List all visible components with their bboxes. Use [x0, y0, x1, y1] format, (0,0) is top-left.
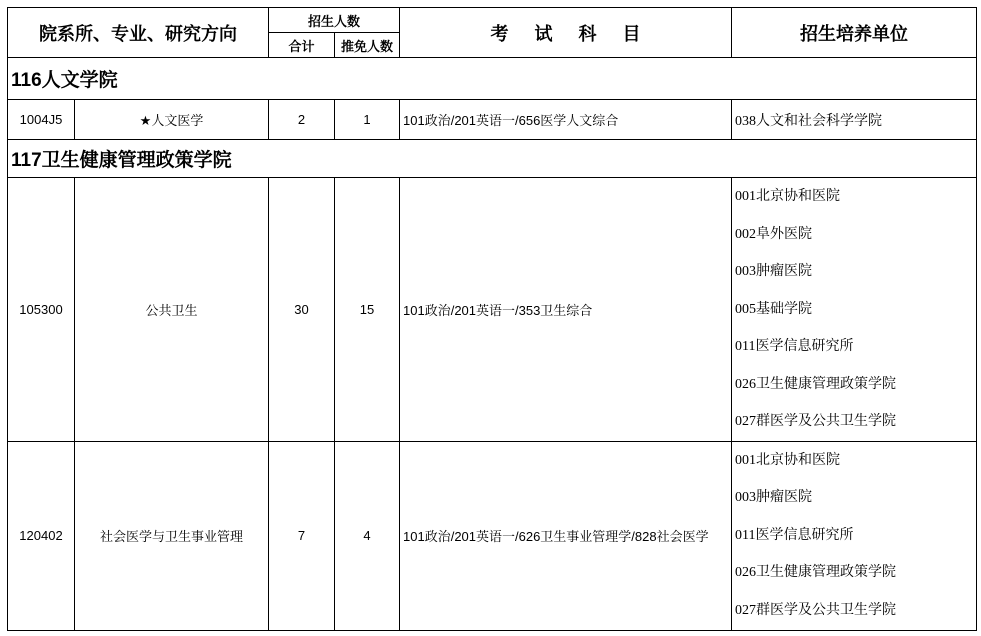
major-name: 社会医学与卫生事业管理 — [75, 441, 269, 630]
major-name: 公共卫生 — [75, 178, 269, 442]
header-dept: 院系所、专业、研究方向 — [8, 8, 269, 58]
unit-item: 026卫生健康管理政策学院 — [735, 376, 897, 392]
recommended-count: 15 — [335, 178, 400, 442]
section-title: 116人文学院 — [8, 58, 977, 100]
total-count: 2 — [269, 100, 335, 140]
major-code: 120402 — [8, 441, 75, 630]
table-row — [8, 178, 977, 442]
unit-item: 003肿瘤医院 — [735, 264, 813, 279]
unit-item: 011医学信息研究所 — [735, 527, 854, 543]
unit-item: 027群医学及公共卫生学院 — [735, 602, 897, 618]
unit-item: 011医学信息研究所 — [735, 339, 854, 354]
major-code: 1004J5 — [8, 100, 75, 140]
exam-subjects: 101政治/201英语一/656医学人文综合 — [400, 100, 732, 140]
unit-item: 001北京协和医院 — [735, 189, 841, 204]
section-title: 117卫生健康管理政策学院 — [8, 140, 977, 178]
major-name: ★人文医学 — [75, 100, 269, 140]
exam-subjects: 101政治/201英语一/353卫生综合 — [400, 178, 732, 442]
units-cell — [732, 441, 977, 630]
header-row — [8, 8, 977, 33]
units-list — [735, 442, 976, 630]
recommended-count: 1 — [335, 100, 400, 140]
table-row — [8, 441, 977, 630]
major-code: 105300 — [8, 178, 75, 442]
header-exam: 考试科目 — [400, 8, 732, 58]
admissions-table — [7, 7, 977, 631]
total-count: 7 — [269, 441, 335, 630]
unit-item: 002阜外医院 — [735, 226, 813, 242]
unit-item: 027群医学及公共卫生学院 — [735, 414, 897, 429]
units-list — [735, 178, 976, 441]
unit-item: 026卫生健康管理政策学院 — [735, 565, 897, 581]
unit-item: 001北京协和医院 — [735, 452, 841, 468]
section-header-row — [8, 140, 977, 178]
unit-item: 005基础学院 — [735, 301, 813, 317]
section-header-row — [8, 58, 977, 100]
header-units: 招生培养单位 — [732, 8, 977, 58]
header-recommended: 推免人数 — [335, 33, 400, 58]
total-count: 30 — [269, 178, 335, 442]
recommended-count: 4 — [335, 441, 400, 630]
table-row — [8, 100, 977, 140]
units-cell — [732, 178, 977, 442]
exam-subjects: 101政治/201英语一/626卫生事业管理学/828社会医学 — [400, 441, 732, 630]
unit-item: 003肿瘤医院 — [735, 490, 813, 506]
unit-item: 038人文和社会科学学院 — [732, 100, 977, 140]
header-enroll-group: 招生人数 — [269, 8, 400, 33]
header-total: 合计 — [269, 33, 335, 58]
